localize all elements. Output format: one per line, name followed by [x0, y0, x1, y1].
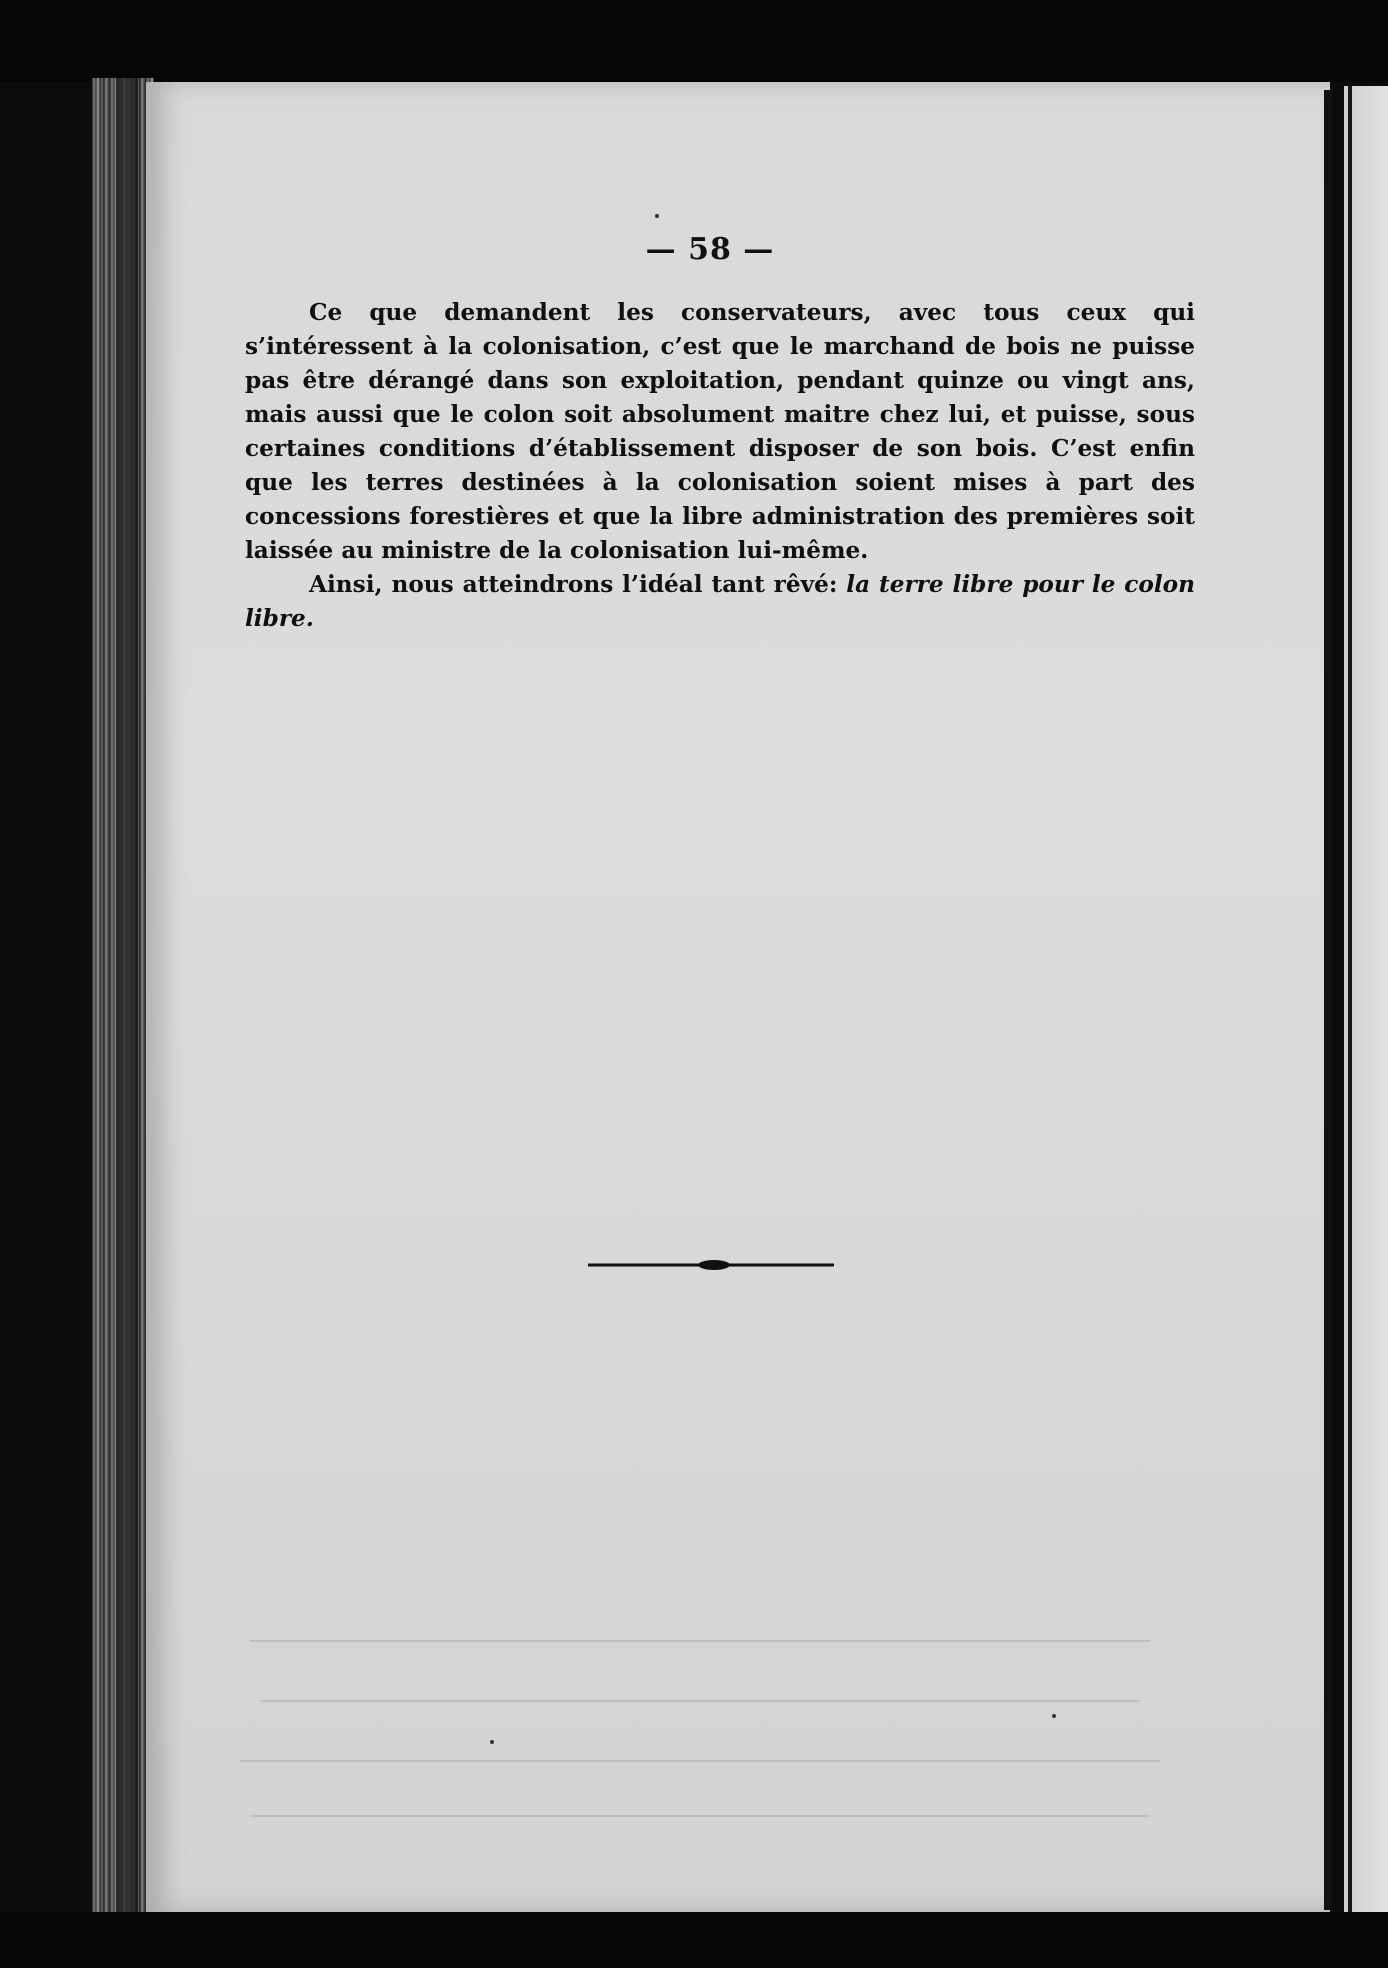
paragraph-2-text: Ainsi, nous atteindrons l’idéal tant rêvé:: [309, 571, 847, 598]
scan-bottom-border: [0, 1912, 1388, 1968]
body-text: [245, 296, 1195, 636]
ornamental-rule: [586, 1258, 836, 1272]
facing-page-edge: [1348, 86, 1352, 1912]
dust-speck: [655, 214, 659, 218]
show-through-mark: [250, 1815, 1150, 1817]
scan-top-border: [0, 0, 1388, 82]
book-spine-shadow: [116, 78, 138, 1920]
show-through-mark: [260, 1700, 1140, 1702]
page-number: — 58 —: [645, 232, 775, 267]
show-through-mark: [250, 1640, 1150, 1642]
paragraph-1: Ce que demandent les conservateurs, avec tous ceux qui s’intéressent à la colonisation, c’est que le marchand de bois ne puisse pas être dérangé dans son exploitation, pendant quinze ou vingt ans, mais aussi que le colon soit absolument maitre chez lui, et puisse, sous certaines conditions d’établissement disposer de son bois. C’est enfin que les terres destinées à la colonisation soient mises à part des concessions forestières et que la libre administration des premières soit laissée au ministre de la colonisation lui-même.: [245, 299, 1195, 564]
paragraph-2: [245, 568, 1195, 636]
dust-speck: [490, 1740, 494, 1744]
page-edge: [1324, 90, 1332, 1910]
paragraph-2-emphasis: la terre libre pour le colon libre.: [245, 571, 1195, 632]
show-through-mark: [240, 1760, 1160, 1762]
dust-speck: [1052, 1714, 1056, 1718]
